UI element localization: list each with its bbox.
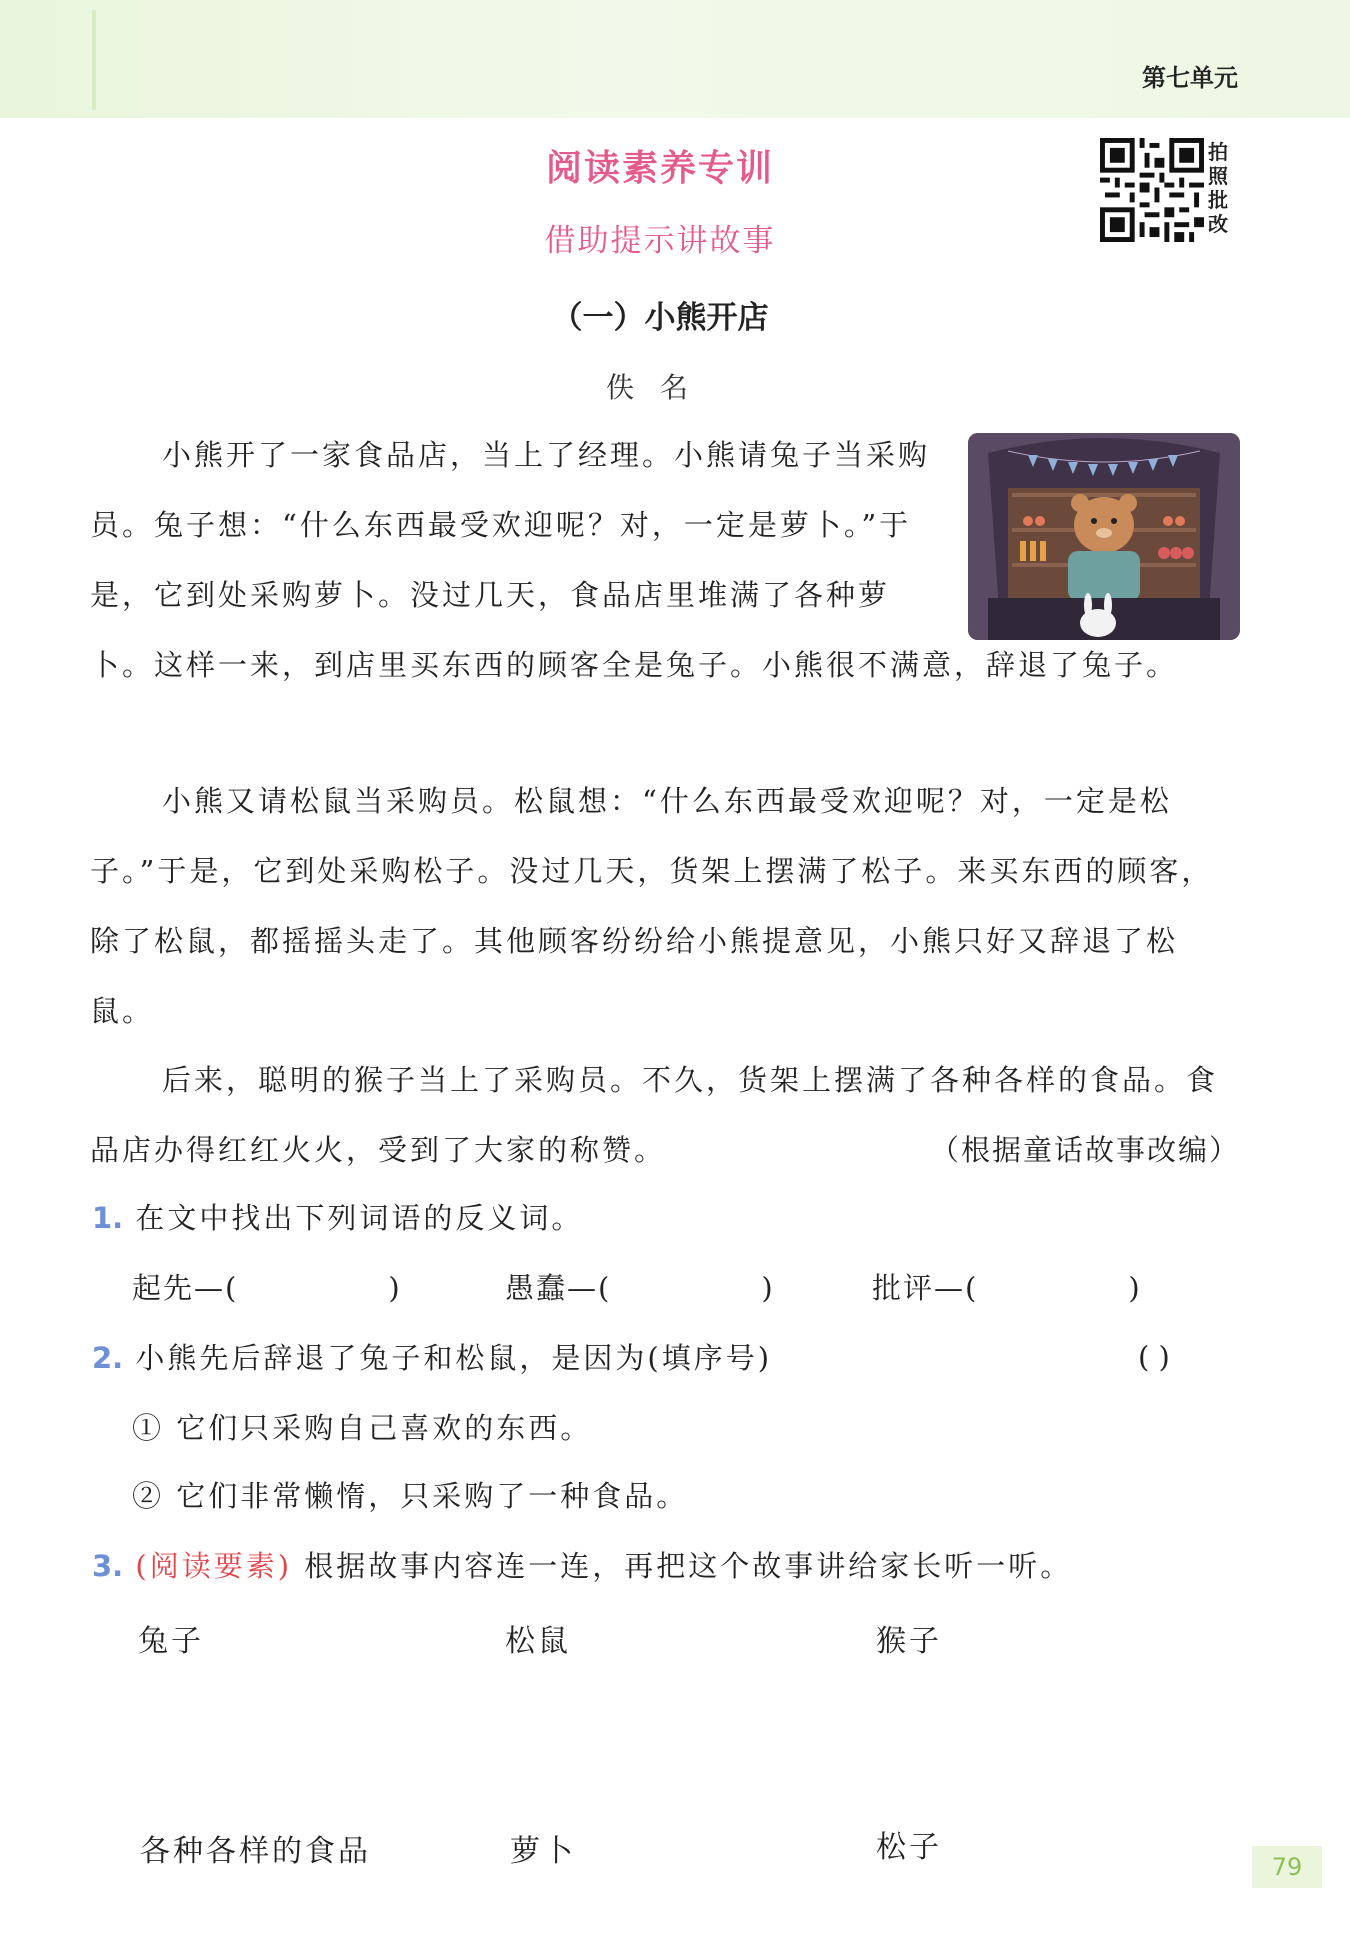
reading-tag: (阅读要素) [135,1549,293,1583]
match-top-squirrel[interactable]: 松鼠 [505,1624,571,1659]
story-paragraph-1: 小熊开了一家食品店，当上了经理。小熊请兔子当采购员。兔子想：“什么东西最受欢迎呢？对，一定是萝卜。”于是，它到处采购萝卜。没过几天，食品店里堆满了各种萝卜。这样一来，到店里买东西的顾客全是兔子。小熊很不满意，辞退了兔子。 [90,438,1179,682]
option-2: ② 它们非常懒惰，只采购了一种食品。 [132,1479,689,1513]
story-author: 佚名 [605,371,714,404]
question-3: 3. (阅读要素) 根据故事内容连一连，再把这个故事讲给家长听一听。 [92,1549,1073,1583]
story-title: （一）小熊开店 [551,300,769,336]
page-title: 阅读素养专训 [545,148,774,189]
unit-label: 第七单元 [1142,64,1238,92]
match-bottom-foods[interactable]: 各种各样的食品 [140,1834,371,1869]
option-1: ① 它们只采购自己喜欢的东西。 [132,1411,593,1445]
qr-code-icon[interactable] [1100,138,1204,242]
page-number: 79 [1252,1846,1322,1888]
antonym-pair-3[interactable]: 批评—( ) [872,1271,1142,1305]
page-subtitle: 借助提示讲故事 [544,223,776,259]
story-paragraph-3: 后来，聪明的猴子当上了采购员。不久，货架上摆满了各种各样的食品。食品店办得红红火火，受到了大家的称赞。 （根据童话故事改编） [90,1045,1240,1185]
answer-paren[interactable]: ( ) [1138,1340,1170,1374]
match-top-monkey[interactable]: 猴子 [876,1624,942,1659]
story-paragraph-2: 小熊又请松鼠当采购员。松鼠想：“什么东西最受欢迎呢？对，一定是松子。”于是，它到处采购松子。没过几天，货架上摆满了松子。来买东西的顾客，除了松鼠，都摇摇头走了。其他顾客纷纷给小熊提意见，小熊只好又辞退了松鼠。 [90,784,1214,1028]
antonym-pair-1[interactable]: 起先—( ) [132,1271,402,1305]
question-2: 2. 小熊先后辞退了兔子和松鼠，是因为(填序号) [92,1341,773,1375]
match-bottom-carrot[interactable]: 萝卜 [510,1834,576,1869]
match-top-rabbit[interactable]: 兔子 [138,1624,204,1659]
match-bottom-pinenut[interactable]: 松子 [876,1830,942,1865]
story-source: （根据童话故事改编） [929,1133,1240,1167]
question-1: 1. 在文中找出下列词语的反义词。 [92,1201,584,1235]
qr-label: 拍照批改 [1208,140,1228,236]
antonym-pair-2[interactable]: 愚蠢—( ) [505,1271,775,1305]
